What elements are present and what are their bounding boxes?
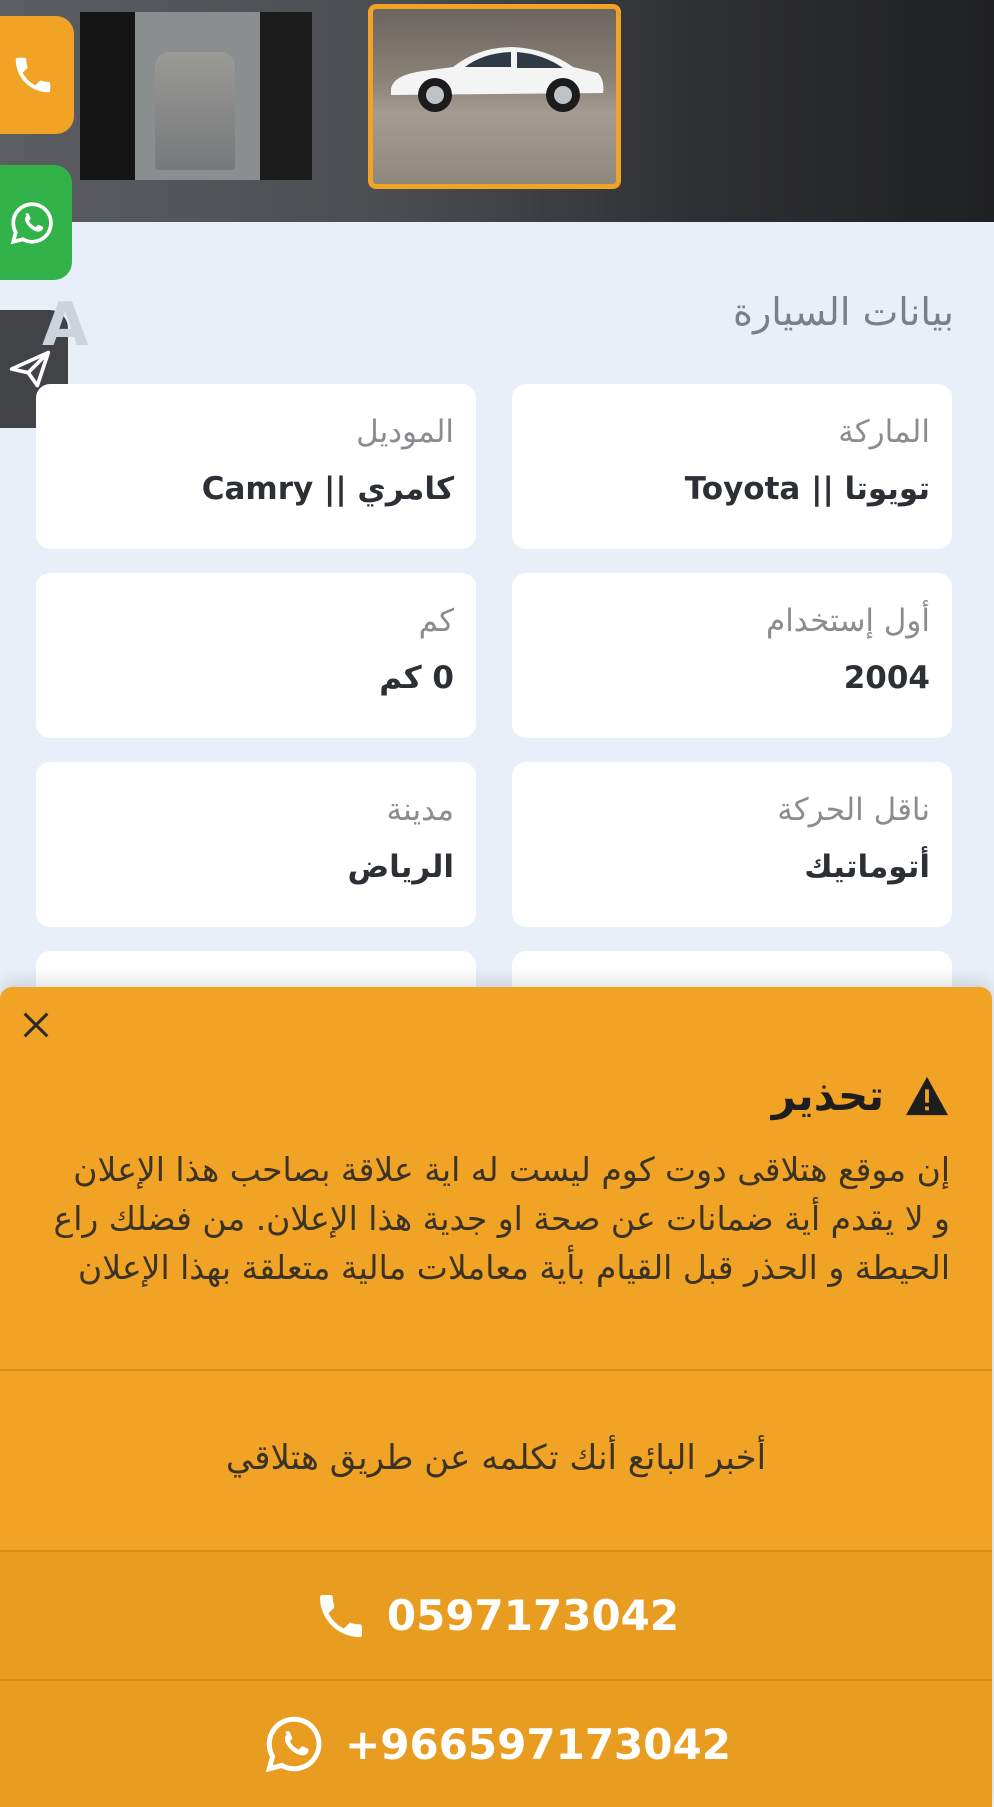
phone-number: 0597173042 bbox=[386, 1591, 680, 1640]
warning-message: إن موقع هتلاقى دوت كوم ليست له اية علاقة بصاحب هذا الإعلان و لا يقدم أية ضمانات عن صحة او جدية هذا الإعلان. من فضلك راع الحيطة و الحذر قبل القيام بأية معاملات مالية متعلقة بهذا الإعلان bbox=[53, 1150, 950, 1287]
card-value: كامري || Camry bbox=[201, 471, 454, 508]
whatsapp-seller-button[interactable] bbox=[0, 1681, 992, 1807]
seat-shape bbox=[155, 52, 235, 170]
detail-card-mileage bbox=[36, 573, 476, 738]
card-label: أول إستخدام bbox=[766, 603, 930, 639]
call-seller-button[interactable] bbox=[0, 1552, 992, 1679]
faded-letter: A bbox=[42, 290, 89, 360]
card-value: 0 كم bbox=[379, 660, 454, 697]
card-label: ناقل الحركة bbox=[777, 792, 930, 828]
divider bbox=[0, 1369, 992, 1371]
detail-card-city bbox=[36, 762, 476, 927]
gallery-thumbnail-selected[interactable] bbox=[368, 4, 621, 189]
phone-icon bbox=[10, 52, 56, 98]
detail-card-first-use bbox=[512, 573, 952, 738]
car-image bbox=[383, 37, 608, 115]
whatsapp-number: +966597173042 bbox=[345, 1719, 731, 1769]
image-gallery bbox=[0, 0, 994, 222]
card-value: تويوتا || Toyota bbox=[684, 471, 930, 508]
warning-header bbox=[772, 1071, 950, 1120]
gallery-thumbnail-interior[interactable] bbox=[80, 12, 312, 180]
tell-seller-text: أخبر البائع أنك تكلمه عن طريق هتلاقي bbox=[225, 1438, 767, 1478]
section-title: بيانات السيارة bbox=[733, 290, 954, 334]
card-value: أتوماتيك bbox=[804, 849, 930, 886]
whatsapp-icon bbox=[7, 198, 57, 248]
warning-sheet bbox=[0, 987, 992, 1807]
detail-card-transmission bbox=[512, 762, 952, 927]
whatsapp-icon bbox=[261, 1711, 327, 1777]
card-label: الماركة bbox=[838, 414, 930, 450]
call-float-button[interactable] bbox=[0, 16, 74, 134]
warning-title: تحذير bbox=[771, 1071, 884, 1120]
card-label: الموديل bbox=[356, 414, 454, 450]
card-value: 2004 bbox=[843, 660, 930, 697]
card-value: الرياض bbox=[347, 849, 454, 886]
close-button[interactable] bbox=[14, 1003, 58, 1047]
warning-icon bbox=[904, 1075, 950, 1117]
phone-icon bbox=[313, 1588, 369, 1644]
card-label: كم bbox=[418, 603, 454, 639]
detail-card-model bbox=[36, 384, 476, 549]
close-icon bbox=[19, 1008, 53, 1042]
card-label: مدينة bbox=[386, 792, 454, 828]
whatsapp-float-button[interactable] bbox=[0, 165, 72, 280]
detail-card-brand bbox=[512, 384, 952, 549]
